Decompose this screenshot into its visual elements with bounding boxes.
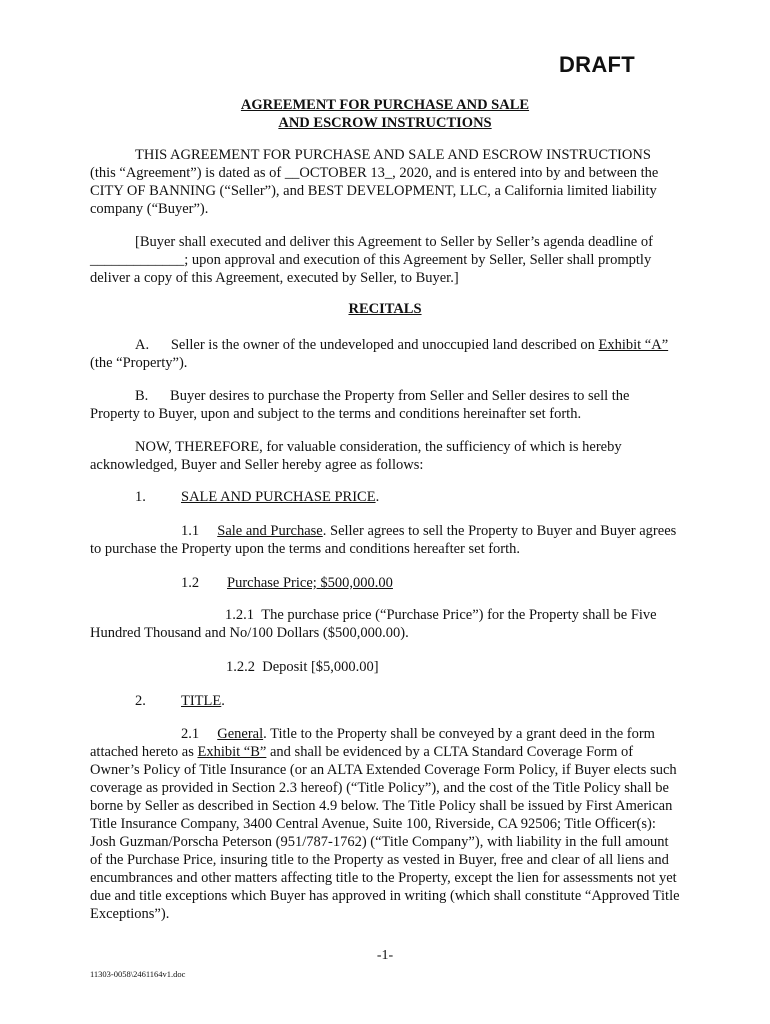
section-2-1-text-a: . Title to the Property shall be conveyed by a grant deed in the form attached hereto as	[90, 726, 655, 760]
recital-b-label: B.	[135, 388, 149, 404]
section-2-1-number: 2.1	[181, 726, 200, 742]
document-id: 11303-0058\2461164v1.doc	[90, 969, 186, 979]
section-1-1-number: 1.1	[181, 523, 200, 539]
section-1-1	[90, 522, 680, 558]
page-number: -1-	[376, 948, 394, 963]
draft-watermark: DRAFT	[558, 52, 635, 77]
recital-a-text-end: (the “Property”).	[90, 355, 188, 371]
section-2-heading-text: TITLE	[181, 693, 222, 709]
recital-b-text: Buyer desires to purchase the Property from Seller and Seller desires to sell the Property to Buyer, upon and subject to the terms and conditions hereinafter set forth.	[90, 388, 630, 422]
section-1-number: 1.	[135, 489, 146, 505]
section-1-2-heading	[227, 574, 393, 592]
section-2-heading: TITLE.	[181, 693, 225, 709]
section-1-2-2-text: Deposit [$5,000.00]	[262, 659, 379, 675]
recital-b	[90, 387, 680, 423]
exhibit-a-link[interactable]: Exhibit “A”	[598, 337, 669, 353]
exhibit-b-link[interactable]: Exhibit “B”	[197, 744, 267, 760]
section-1-1-text: . Seller agrees to sell the Property to Buyer and Buyer agrees to purchase the Property upon the terms and conditions hereafter set forth.	[90, 523, 677, 557]
section-1-2-2-number: 1.2.2	[226, 659, 255, 675]
section-2-1-heading: General	[217, 726, 264, 742]
document-title-line2: AND ESCROW INSTRUCTIONS	[278, 115, 492, 131]
recital-a	[90, 336, 680, 372]
recital-a-text: Seller is the owner of the undeveloped and unoccupied land described on	[170, 337, 599, 353]
section-1-2-1	[90, 606, 680, 642]
section-2-1-text-b: and shall be evidenced by a CLTA Standard Coverage Form of Owner’s Policy of Title Insurance (or an ALTA Extended Coverage Form Policy, if Buyer elects such coverage as provided in Section 2.3 hereof) (“Title Policy”), and the cost of the Title Policy shall be borne by Seller as described in Section 4.9 below. The Title Policy shall be issued by First American Title Insurance Company, 3400 Central Avenue, Suite 100, Riverside, CA 92506; Title Officer(s): Josh Guzman/Porscha Peterson (951/787-1762) (“Title Company”), with liability in the full amount of the Purchase Price, insuring title to the Property as vested in Buyer, free and clear of all liens and encumbrances and other matters affecting title to the Property, except the lien for assessments not yet due and title exceptions which Buyer has approved in writing (which shall constitute “Approved Title Exceptions”).	[90, 744, 680, 922]
section-1-2-heading-text: Purchase Price; $500,000.00	[227, 575, 393, 591]
section-2-number: 2.	[135, 693, 146, 709]
section-1-1-heading: Sale and Purchase	[217, 523, 323, 539]
section-1-2-1-text: The purchase price (“Purchase Price”) for the Property shall be Five Hundred Thousand and No/100 Dollars ($500,000.00).	[90, 607, 657, 641]
section-1-2-1-number: 1.2.1	[225, 607, 254, 623]
section-1-heading-text: SALE AND PURCHASE PRICE	[181, 489, 376, 505]
section-1-2-number: 1.2	[181, 575, 200, 591]
recitals-heading: RECITALS	[348, 301, 422, 317]
intro-paragraph: THIS AGREEMENT FOR PURCHASE AND SALE AND ESCROW INSTRUCTIONS (this “Agreement”) is dated as of __OCTOBER 13_, 2020, and is entered into by and between the CITY OF BANNING (“Seller”), and BEST DEVELOPMENT, LLC, a California limited liability company (“Buyer”).	[90, 147, 659, 217]
section-1-2-2	[226, 658, 379, 676]
recital-a-label: A.	[135, 337, 150, 353]
instruction-paragraph: [Buyer shall executed and deliver this Agreement to Seller by Seller’s agenda deadline of _____________; upon approval and execution of this Agreement by Seller, Seller shall promptly deliver a copy of this Agreement, executed by Seller, to Buyer.]	[90, 234, 653, 286]
now-therefore-paragraph: NOW, THEREFORE, for valuable consideration, the sufficiency of which is hereby acknowledged, Buyer and Seller hereby agree as follows:	[90, 439, 622, 473]
section-1-heading: SALE AND PURCHASE PRICE.	[181, 489, 380, 505]
document-title-line1: AGREEMENT FOR PURCHASE AND SALE	[240, 97, 530, 113]
section-2-1	[90, 725, 680, 923]
